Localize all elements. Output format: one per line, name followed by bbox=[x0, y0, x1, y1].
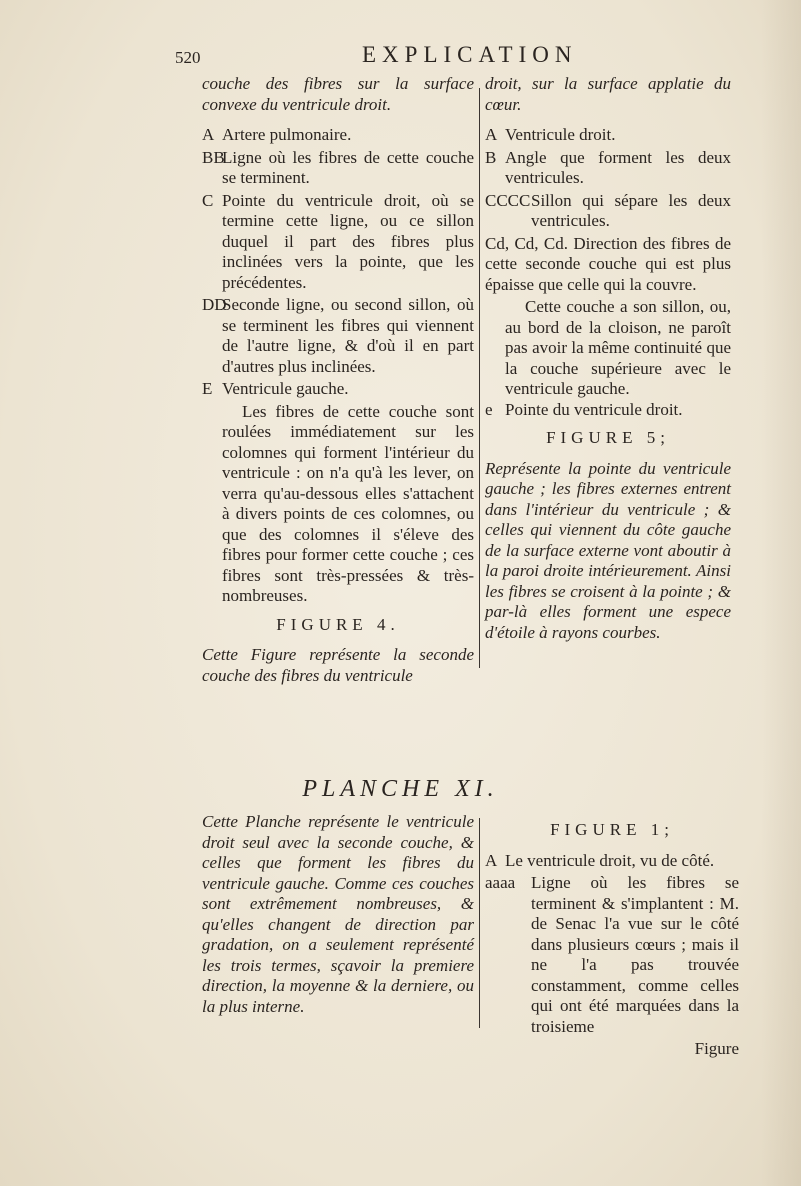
catchword: Figure bbox=[694, 1039, 739, 1058]
legend-key: C bbox=[202, 190, 214, 210]
left-column-top bbox=[202, 74, 474, 696]
figure-4-heading: FIGURE 4. bbox=[276, 614, 400, 634]
legend-entry-cccc bbox=[485, 191, 731, 232]
column-divider-top bbox=[479, 88, 480, 668]
legend-text: Direction des fibres de cette seconde couche qui est plus épaisse que celle qui la couvre. bbox=[485, 233, 731, 294]
legend-entry-aaaa bbox=[485, 873, 739, 1037]
legend-text: Ventricule droit. bbox=[505, 125, 616, 144]
legend-key: DD bbox=[202, 295, 227, 314]
legend-key: aaaa bbox=[485, 873, 516, 892]
legend-text: Sillon qui sépare les deux ventricules. bbox=[531, 190, 731, 230]
figure-1-heading: FIGURE 1; bbox=[550, 820, 674, 839]
running-title: EXPLICATION bbox=[362, 42, 578, 67]
legend-text: Pointe du ventricule droit. bbox=[505, 399, 683, 419]
page-edge-shadow bbox=[761, 0, 801, 1186]
legend-entry-c bbox=[202, 191, 474, 294]
legend-entry-e-lower bbox=[485, 400, 731, 421]
legend-text: Le ventricule droit, vu de côté. bbox=[505, 850, 715, 870]
legend-key: A bbox=[485, 850, 498, 870]
legend-key: BB bbox=[202, 147, 225, 167]
legend-text: Ventricule gauche. bbox=[222, 379, 349, 398]
legend-entry-a bbox=[202, 125, 474, 146]
page-number: 520 bbox=[175, 48, 201, 67]
legend-key: B bbox=[485, 147, 497, 167]
legend-entry-cd bbox=[485, 234, 731, 296]
legend-text: Angle que forment les deux ventricules. bbox=[505, 147, 731, 187]
column-divider-bottom bbox=[479, 818, 480, 1028]
legend-entry-dd bbox=[202, 295, 474, 377]
right-column-bottom bbox=[485, 812, 739, 1060]
figure-5-heading: FIGURE 5; bbox=[546, 428, 670, 447]
right-column-top bbox=[485, 74, 731, 653]
figure-5-caption: Représente la pointe du ventricule gauche ; les fibres externes entrent dans l'intérieur du ventricule ; & celles qui viennent du côte gauche de la surface externe vont aboutir à la paroi droite intérieurement. Ainsi les fibres se croisent à la pointe ; & par-là elles forment une espece d'étoile à rayons courbes. bbox=[485, 458, 731, 642]
page-header bbox=[0, 40, 801, 70]
left-column-bottom bbox=[202, 812, 474, 1027]
legend-entry-e bbox=[202, 379, 474, 400]
left-top-caption: couche des fibres sur la surface convexe du ventricule droit. bbox=[202, 74, 474, 114]
left-top-paragraph: Les fibres de cette couche sont roulées immédiatement sur les colomnes qui forment l'intérieur du ventricule : on n'a qu'à les lever, on verra qu'au-dessous elles s'attachent à divers points de ces colomnes, ou que des colomnes il s'éleve des fibres pour former cette couche ; ces fibres sont très-pressées & très-nombreuses. bbox=[222, 401, 474, 605]
legend-entry-b bbox=[485, 148, 731, 189]
legend-text: Ligne où les fibres se terminent & s'implantent : M. de Senac l'a vue sur le côté dans plusieurs cœurs ; mais il ne l'a pas trouvée constamment, comme celles qui ont été marquées dans la troisieme bbox=[531, 873, 739, 1036]
right-top-paragraph: Cette couche a son sillon, ou, au bord de la cloison, ne paroît pas avoir la même continuité que la couche supérieure avec le ventricule gauche. bbox=[505, 297, 731, 398]
legend-text: Pointe du ventricule droit, où se termine cette ligne, ou ce sillon duquel il part des fibres plus inclinées vers la pointe, que les précédentes. bbox=[222, 190, 474, 292]
legend-key: A bbox=[202, 125, 215, 144]
plate-caption: Cette Planche représente le ventricule droit seul avec la seconde couche, & celles que forment les fibres du ventricule gauche. Comme ces couches sont extrêmement nombreuses, & qu'elles changent de direction par gradation, on a seulement représenté les trois termes, sçavoir la premiere direction, la moyenne & la derniere, ou la plus interne. bbox=[202, 812, 474, 1016]
figure-4-caption: Cette Figure représente la seconde couche des fibres du ventricule bbox=[202, 645, 474, 685]
legend-entry-a bbox=[485, 851, 739, 872]
legend-key: e bbox=[485, 399, 493, 419]
legend-key: Cd, Cd, Cd. bbox=[485, 233, 568, 253]
legend-entry-bb bbox=[202, 148, 474, 189]
legend-entry-a bbox=[485, 125, 731, 146]
right-top-caption: droit, sur la surface applatie du cœur. bbox=[485, 74, 731, 114]
legend-text: Ligne où les fibres de cette couche se terminent. bbox=[222, 147, 474, 187]
legend-text: Seconde ligne, ou second sillon, où se terminent les fibres qui viennent de l'autre ligne, & d'où il en part d'autres plus inclinées. bbox=[222, 295, 474, 376]
plate-title: PLANCHE XI. bbox=[302, 776, 499, 802]
legend-key: A bbox=[485, 125, 498, 144]
legend-key: CCCC bbox=[485, 190, 531, 210]
legend-key: E bbox=[202, 379, 213, 398]
legend-text: Artere pulmonaire. bbox=[222, 125, 352, 144]
